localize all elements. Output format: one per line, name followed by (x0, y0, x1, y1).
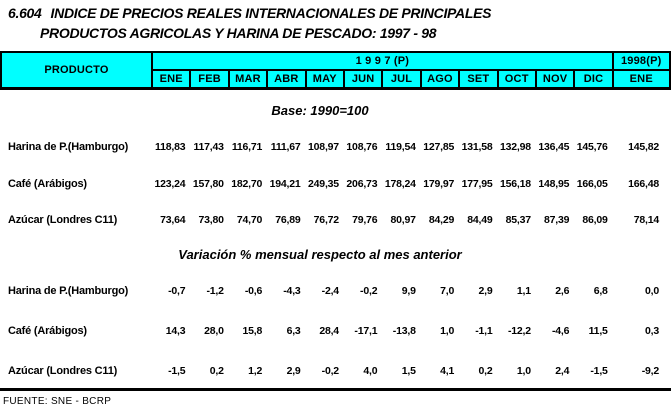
value-cell: 249,35 (308, 177, 339, 190)
value-cell-1998: -9,2 (641, 365, 659, 377)
value-cell: -1,1 (475, 325, 493, 337)
value-cell: 2,9 (286, 365, 301, 377)
value-cell: 4,0 (363, 365, 378, 377)
value-cell: 206,73 (346, 177, 378, 190)
value-cell: -0,2 (360, 285, 378, 297)
month-header-ene-1998: ENE (613, 70, 670, 89)
month-header-oct: OCT (498, 70, 536, 89)
value-cell: 182,70 (231, 177, 263, 190)
row-label: Café (Arábigos) (8, 177, 87, 190)
value-cell: 2,4 (555, 365, 570, 377)
row-label: Azúcar (Londres C11) (8, 214, 118, 226)
value-cell: -13,8 (392, 325, 416, 337)
value-cell: 0,2 (478, 365, 493, 377)
column-header-table (0, 51, 671, 90)
row-label: Café (Arábigos) (8, 325, 87, 337)
source-note: FUENTE: SNE - BCRP (3, 396, 112, 407)
value-cell: 111,67 (270, 141, 301, 153)
variation-caption: Variación % mensual respecto al mes anterior (178, 247, 462, 262)
value-cell: 84,29 (428, 214, 455, 226)
value-cell: 108,76 (346, 141, 378, 153)
value-cell: 73,80 (198, 214, 224, 226)
month-header-jul: JUL (382, 70, 420, 89)
month-header-set: SET (459, 70, 497, 89)
product-column-header: PRODUCTO (1, 52, 152, 89)
value-cell: 1,0 (516, 365, 531, 377)
variation-table-body (0, 284, 669, 404)
value-cell: -1,5 (590, 365, 608, 377)
value-cell: 6,8 (593, 285, 608, 297)
value-cell: 14,3 (165, 325, 186, 337)
value-cell: 1,5 (401, 365, 416, 377)
value-cell: 79,76 (352, 214, 378, 226)
year-header-row (1, 52, 670, 70)
month-header-may: MAY (306, 70, 344, 89)
month-header-abr: ABR (267, 70, 305, 89)
title-text-1: INDICE DE PRECIOS REALES INTERNACIONALES DE PRINCIPALES (50, 5, 492, 21)
table-number: 6.604 (8, 5, 42, 21)
table-row (0, 324, 669, 338)
page-title (8, 3, 491, 43)
table-row (0, 364, 669, 378)
value-cell: 73,64 (160, 214, 186, 226)
value-cell: -1,2 (206, 285, 224, 297)
value-cell: 7,0 (440, 285, 455, 297)
table-row (0, 177, 669, 191)
month-header-nov: NOV (536, 70, 574, 89)
value-cell: 118,83 (155, 141, 186, 153)
month-header-ene: ENE (152, 70, 190, 89)
value-cell: -0,2 (321, 365, 339, 377)
year-1998-header: 1998(P) (613, 52, 670, 70)
value-cell: 148,95 (538, 177, 570, 190)
value-cell: 156,18 (499, 177, 531, 190)
month-header-feb: FEB (190, 70, 228, 89)
value-cell: 76,72 (313, 214, 339, 226)
value-cell: 145,76 (576, 141, 608, 153)
value-cell: 136,45 (538, 141, 570, 153)
value-cell: 1,1 (516, 285, 531, 297)
value-cell: 15,8 (242, 325, 263, 337)
row-label: Harina de P.(Hamburgo) (8, 141, 129, 153)
table-row (0, 213, 669, 227)
value-cell: -0,6 (244, 285, 263, 297)
value-cell: 11,5 (588, 325, 608, 337)
value-cell: 127,85 (423, 141, 455, 153)
year-1997-header: 1 9 9 7 (P) (152, 52, 613, 70)
value-cell-1998: 145,82 (628, 141, 659, 153)
value-cell: 4,1 (440, 365, 455, 377)
month-header-ago: AGO (421, 70, 459, 89)
value-cell: 1,0 (440, 325, 455, 337)
value-cell-1998: 0,0 (645, 285, 659, 297)
month-header-jun: JUN (344, 70, 382, 89)
value-cell: -12,2 (507, 325, 531, 337)
value-cell: 116,71 (231, 141, 263, 153)
value-cell: -0,7 (168, 285, 186, 297)
value-cell: 157,80 (192, 177, 224, 190)
value-cell: 86,09 (582, 214, 608, 226)
value-cell: 178,24 (384, 177, 416, 190)
row-label: Azúcar (Londres C11) (8, 365, 118, 377)
value-cell: 0,2 (209, 365, 224, 377)
value-cell: 2,6 (555, 285, 570, 297)
value-cell: 2,9 (478, 285, 493, 297)
bottom-rule (0, 388, 671, 391)
value-cell: -2,4 (321, 285, 339, 297)
value-cell: 76,89 (275, 214, 301, 226)
table-row (0, 140, 669, 154)
value-cell: 87,39 (544, 214, 570, 226)
value-cell: 85,37 (505, 214, 531, 226)
title-line-1 (8, 3, 491, 23)
value-cell: -4,6 (552, 325, 570, 337)
value-cell: 108,97 (308, 141, 339, 153)
value-cell: 9,9 (401, 285, 416, 297)
title-text-2: PRODUCTOS AGRICOLAS Y HARINA DE PESCADO: 1997 - 98 (40, 25, 437, 41)
index-table-body (0, 140, 669, 250)
month-header-mar: MAR (229, 70, 267, 89)
value-cell: 166,05 (576, 177, 608, 190)
value-cell: 28,4 (319, 325, 339, 337)
month-header-dic: DIC (574, 70, 612, 89)
value-cell: 84,49 (467, 214, 493, 226)
value-cell-1998: 78,14 (633, 214, 659, 226)
base-caption: Base: 1990=100 (271, 103, 369, 118)
value-cell: 132,98 (499, 141, 531, 153)
value-cell: 1,2 (248, 365, 263, 377)
value-cell: 6,3 (286, 325, 301, 337)
value-cell: -4,3 (283, 285, 301, 297)
value-cell-1998: 0,3 (645, 325, 659, 337)
value-cell: 117,43 (193, 141, 224, 153)
value-cell-1998: 166,48 (628, 177, 659, 190)
value-cell: -1,5 (168, 365, 186, 377)
value-cell: 179,97 (423, 177, 455, 190)
value-cell: -17,1 (354, 325, 378, 337)
value-cell: 194,21 (269, 177, 301, 190)
value-cell: 131,58 (461, 141, 493, 153)
value-cell: 80,97 (390, 214, 416, 226)
value-cell: 28,0 (204, 325, 224, 337)
value-cell: 74,70 (236, 214, 263, 226)
value-cell: 123,24 (154, 177, 186, 190)
value-cell: 119,54 (385, 141, 416, 153)
table-row (0, 284, 669, 298)
row-label: Harina de P.(Hamburgo) (8, 285, 129, 297)
value-cell: 177,95 (461, 177, 493, 190)
